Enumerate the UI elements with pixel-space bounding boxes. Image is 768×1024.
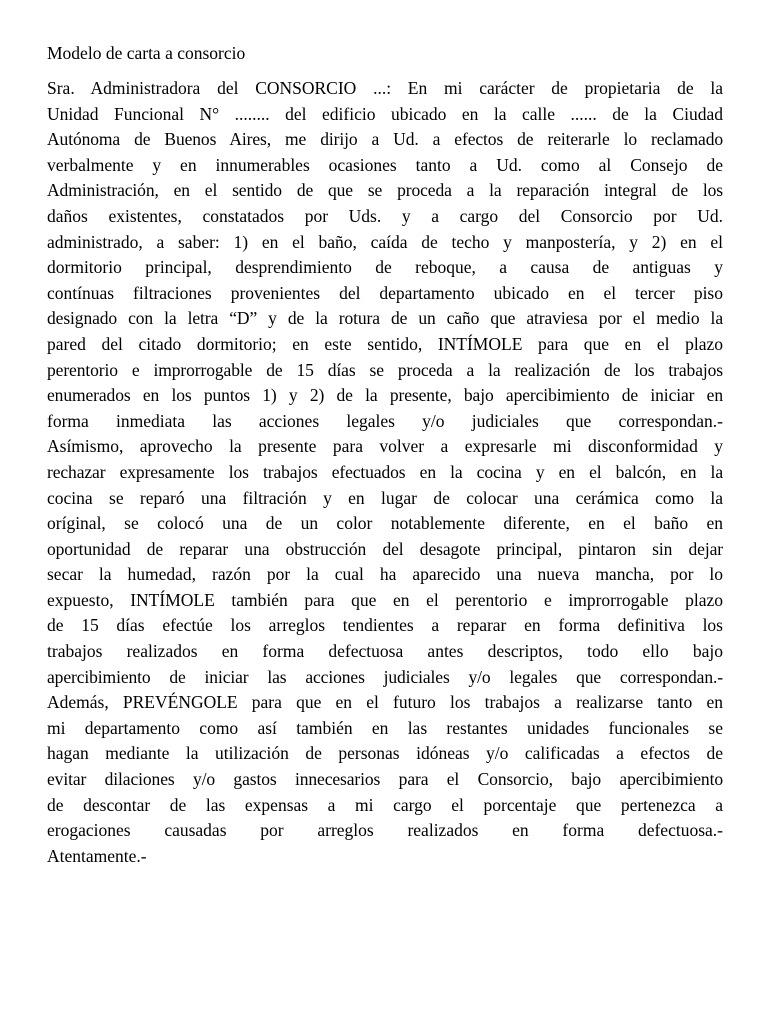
letter-line: Unidad Funcional N° ........ del edificio ubicado en la calle ...... de la Ciudad [47,103,723,124]
letter-line: hagan mediante la utilización de personas idóneas y/o calificadas a efectos de [47,743,723,764]
letter-line: Atentamente.- [47,845,147,866]
letter-line: cocina se reparó una filtración y en lugar de colocar una cerámica como la [47,487,723,508]
letter-line: verbalmente y en innumerables ocasiones tanto a Ud. como al Consejo de [47,154,723,175]
letter-line: Autónoma de Buenos Aires, me dirijo a Ud. a efectos de reiterarle lo reclamado [47,129,723,150]
letter-line: enumerados en los puntos 1) y 2) de la presente, bajo apercibimiento de iniciar en [47,385,723,406]
letter-line: rechazar expresamente los trabajos efectuados en la cocina y en el balcón, en la [47,461,723,482]
letter-line: oríginal, se colocó una de un color notablemente diferente, en el baño en [47,513,723,534]
letter-line: daños existentes, constatados por Uds. y a cargo del Consorcio por Ud. [47,205,723,226]
letter-line: Administración, en el sentido de que se proceda a la reparación integral de los [47,180,723,201]
document-page [47,40,723,869]
letter-line: oportunidad de reparar una obstrucción del desagote principal, pintaron sin dejar [47,538,723,559]
letter-line: contínuas filtraciones provenientes del departamento ubicado en el tercer piso [47,282,723,303]
letter-line: mi departamento como así también en las restantes unidades funcionales se [47,717,723,738]
letter-line: de 15 días efectúe los arreglos tendientes a reparar en forma definitiva los [47,615,723,636]
letter-line: evitar dilaciones y/o gastos innecesarios para el Consorcio, bajo apercibimiento [47,769,723,790]
letter-line: dormitorio principal, desprendimiento de reboque, a causa de antiguas y [47,257,723,278]
letter-line: administrado, a saber: 1) en el baño, caída de techo y manpostería, y 2) en el [47,231,723,252]
letter-body [47,76,723,869]
letter-line: perentorio e improrrogable de 15 días se proceda a la realización de los trabajos [47,359,723,380]
letter-line: Además, PREVÉNGOLE para que en el futuro los trabajos a realizarse tanto en [47,692,723,713]
letter-line: forma inmediata las acciones legales y/o judiciales que correspondan.- [47,410,723,431]
letter-line: secar la humedad, razón por la cual ha aparecido una nueva mancha, por lo [47,564,723,585]
letter-line: pared del citado dormitorio; en este sentido, INTÍMOLE para que en el plazo [47,333,723,354]
letter-line: trabajos realizados en forma defectuosa antes descriptos, todo ello bajo [47,641,723,662]
letter-line: designado con la letra “D” y de la rotura de un caño que atraviesa por el medio la [47,308,723,329]
letter-line: Sra. Administradora del CONSORCIO ...: En mi carácter de propietaria de la [47,78,723,98]
document-title: Modelo de carta a consorcio [47,43,246,63]
letter-line: erogaciones causadas por arreglos realizados en forma defectuosa.- [47,820,723,841]
letter-line: expuesto, INTÍMOLE también para que en el perentorio e improrrogable plazo [47,589,723,610]
letter-line: de descontar de las expensas a mi cargo el porcentaje que pertenezca a [47,794,723,815]
letter-line: apercibimiento de iniciar las acciones judiciales y/o legales que correspondan.- [47,666,723,687]
letter-line: Asímismo, aprovecho la presente para volver a expresarle mi disconformidad y [47,436,723,457]
